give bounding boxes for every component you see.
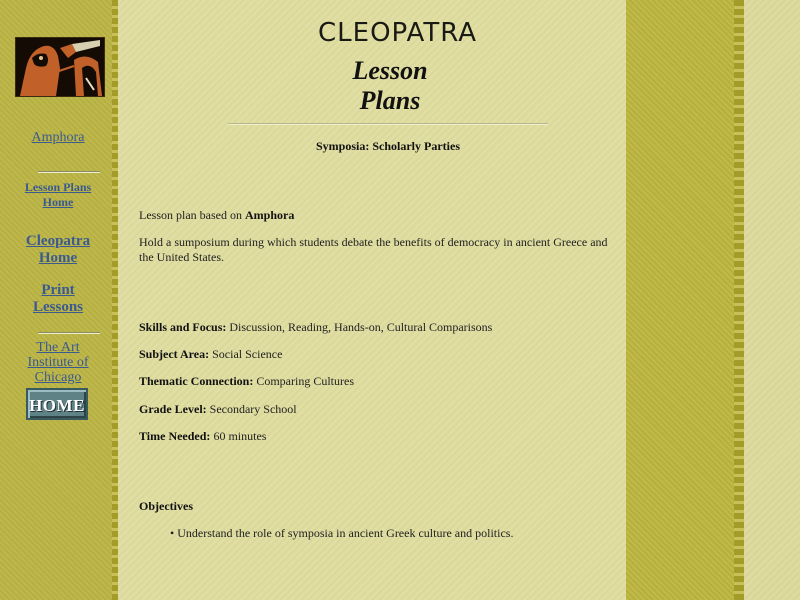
nav-art-line1[interactable]: The Art xyxy=(36,340,80,355)
title-divider xyxy=(228,123,548,125)
thematic-line xyxy=(139,374,614,389)
based-on-value: Amphora xyxy=(244,208,295,222)
nav-art-institute-link[interactable] xyxy=(0,340,116,385)
vase-painting-icon xyxy=(16,38,104,96)
page-title xyxy=(330,56,450,116)
skills-value: Discussion, Reading, Hands-on, Cultural Comparisons xyxy=(226,320,493,334)
nav-cleopatra-line1[interactable]: Cleopatra xyxy=(25,233,91,249)
nav-amphora-label[interactable]: Amphora xyxy=(31,130,85,145)
cleopatra-logo: CLEOPATRA xyxy=(318,18,477,48)
far-right-panel xyxy=(744,0,800,600)
objective-text: Understand the role of symposia in ancient Greek culture and politics. xyxy=(177,526,514,540)
objective-item xyxy=(170,526,610,541)
nav-divider xyxy=(38,332,100,334)
time-value: 60 minutes xyxy=(210,429,267,443)
page-title-line1: Lesson xyxy=(352,56,428,85)
nav-amphora-link[interactable] xyxy=(0,130,116,146)
thematic-label: Thematic Connection: xyxy=(139,374,254,388)
subject-value: Social Science xyxy=(209,347,283,361)
nav-lesson-plans-line1[interactable]: Lesson Plans xyxy=(24,180,92,194)
objectives-heading xyxy=(139,499,614,514)
right-border-decoration xyxy=(734,0,744,600)
grade-value: Secondary School xyxy=(206,402,297,416)
nav-lesson-plans-home-link[interactable] xyxy=(0,180,116,210)
lesson-description: Hold a sumposium during which students debate the benefits of democracy in ancient Greece and the United States. xyxy=(139,235,608,264)
nav-art-line3[interactable]: Chicago xyxy=(34,370,82,385)
based-on-prefix: Lesson plan based on xyxy=(139,208,245,222)
greek-vase-image[interactable] xyxy=(15,37,105,97)
based-on-line xyxy=(139,208,614,223)
skills-line xyxy=(139,320,614,335)
nav-print-line1[interactable]: Print xyxy=(41,282,75,298)
nav-cleopatra-home-link[interactable] xyxy=(0,233,116,267)
page-title-line2: Plans xyxy=(359,86,421,115)
bullet-icon: • xyxy=(170,526,175,540)
nav-lesson-plans-line2[interactable]: Home xyxy=(42,195,74,209)
nav-cleopatra-line2[interactable]: Home xyxy=(38,250,78,266)
nav-print-lessons-link[interactable] xyxy=(0,282,116,316)
home-button[interactable]: HOME xyxy=(26,388,88,420)
subject-line xyxy=(139,347,614,362)
grade-line xyxy=(139,402,614,417)
thematic-value: Comparing Cultures xyxy=(253,374,354,388)
grade-label: Grade Level: xyxy=(139,402,207,416)
skills-label: Skills and Focus: xyxy=(139,320,227,334)
subject-label: Subject Area: xyxy=(139,347,210,361)
nav-art-line2[interactable]: Institute of xyxy=(27,355,89,370)
nav-divider xyxy=(38,171,100,173)
time-line xyxy=(139,429,614,444)
nav-print-line2[interactable]: Lessons xyxy=(32,299,84,315)
time-label: Time Needed: xyxy=(139,429,211,443)
right-sidebar xyxy=(626,0,738,600)
objectives-heading-text: Objectives xyxy=(139,499,193,513)
lesson-subtitle: Symposia: Scholarly Parties xyxy=(316,139,460,153)
